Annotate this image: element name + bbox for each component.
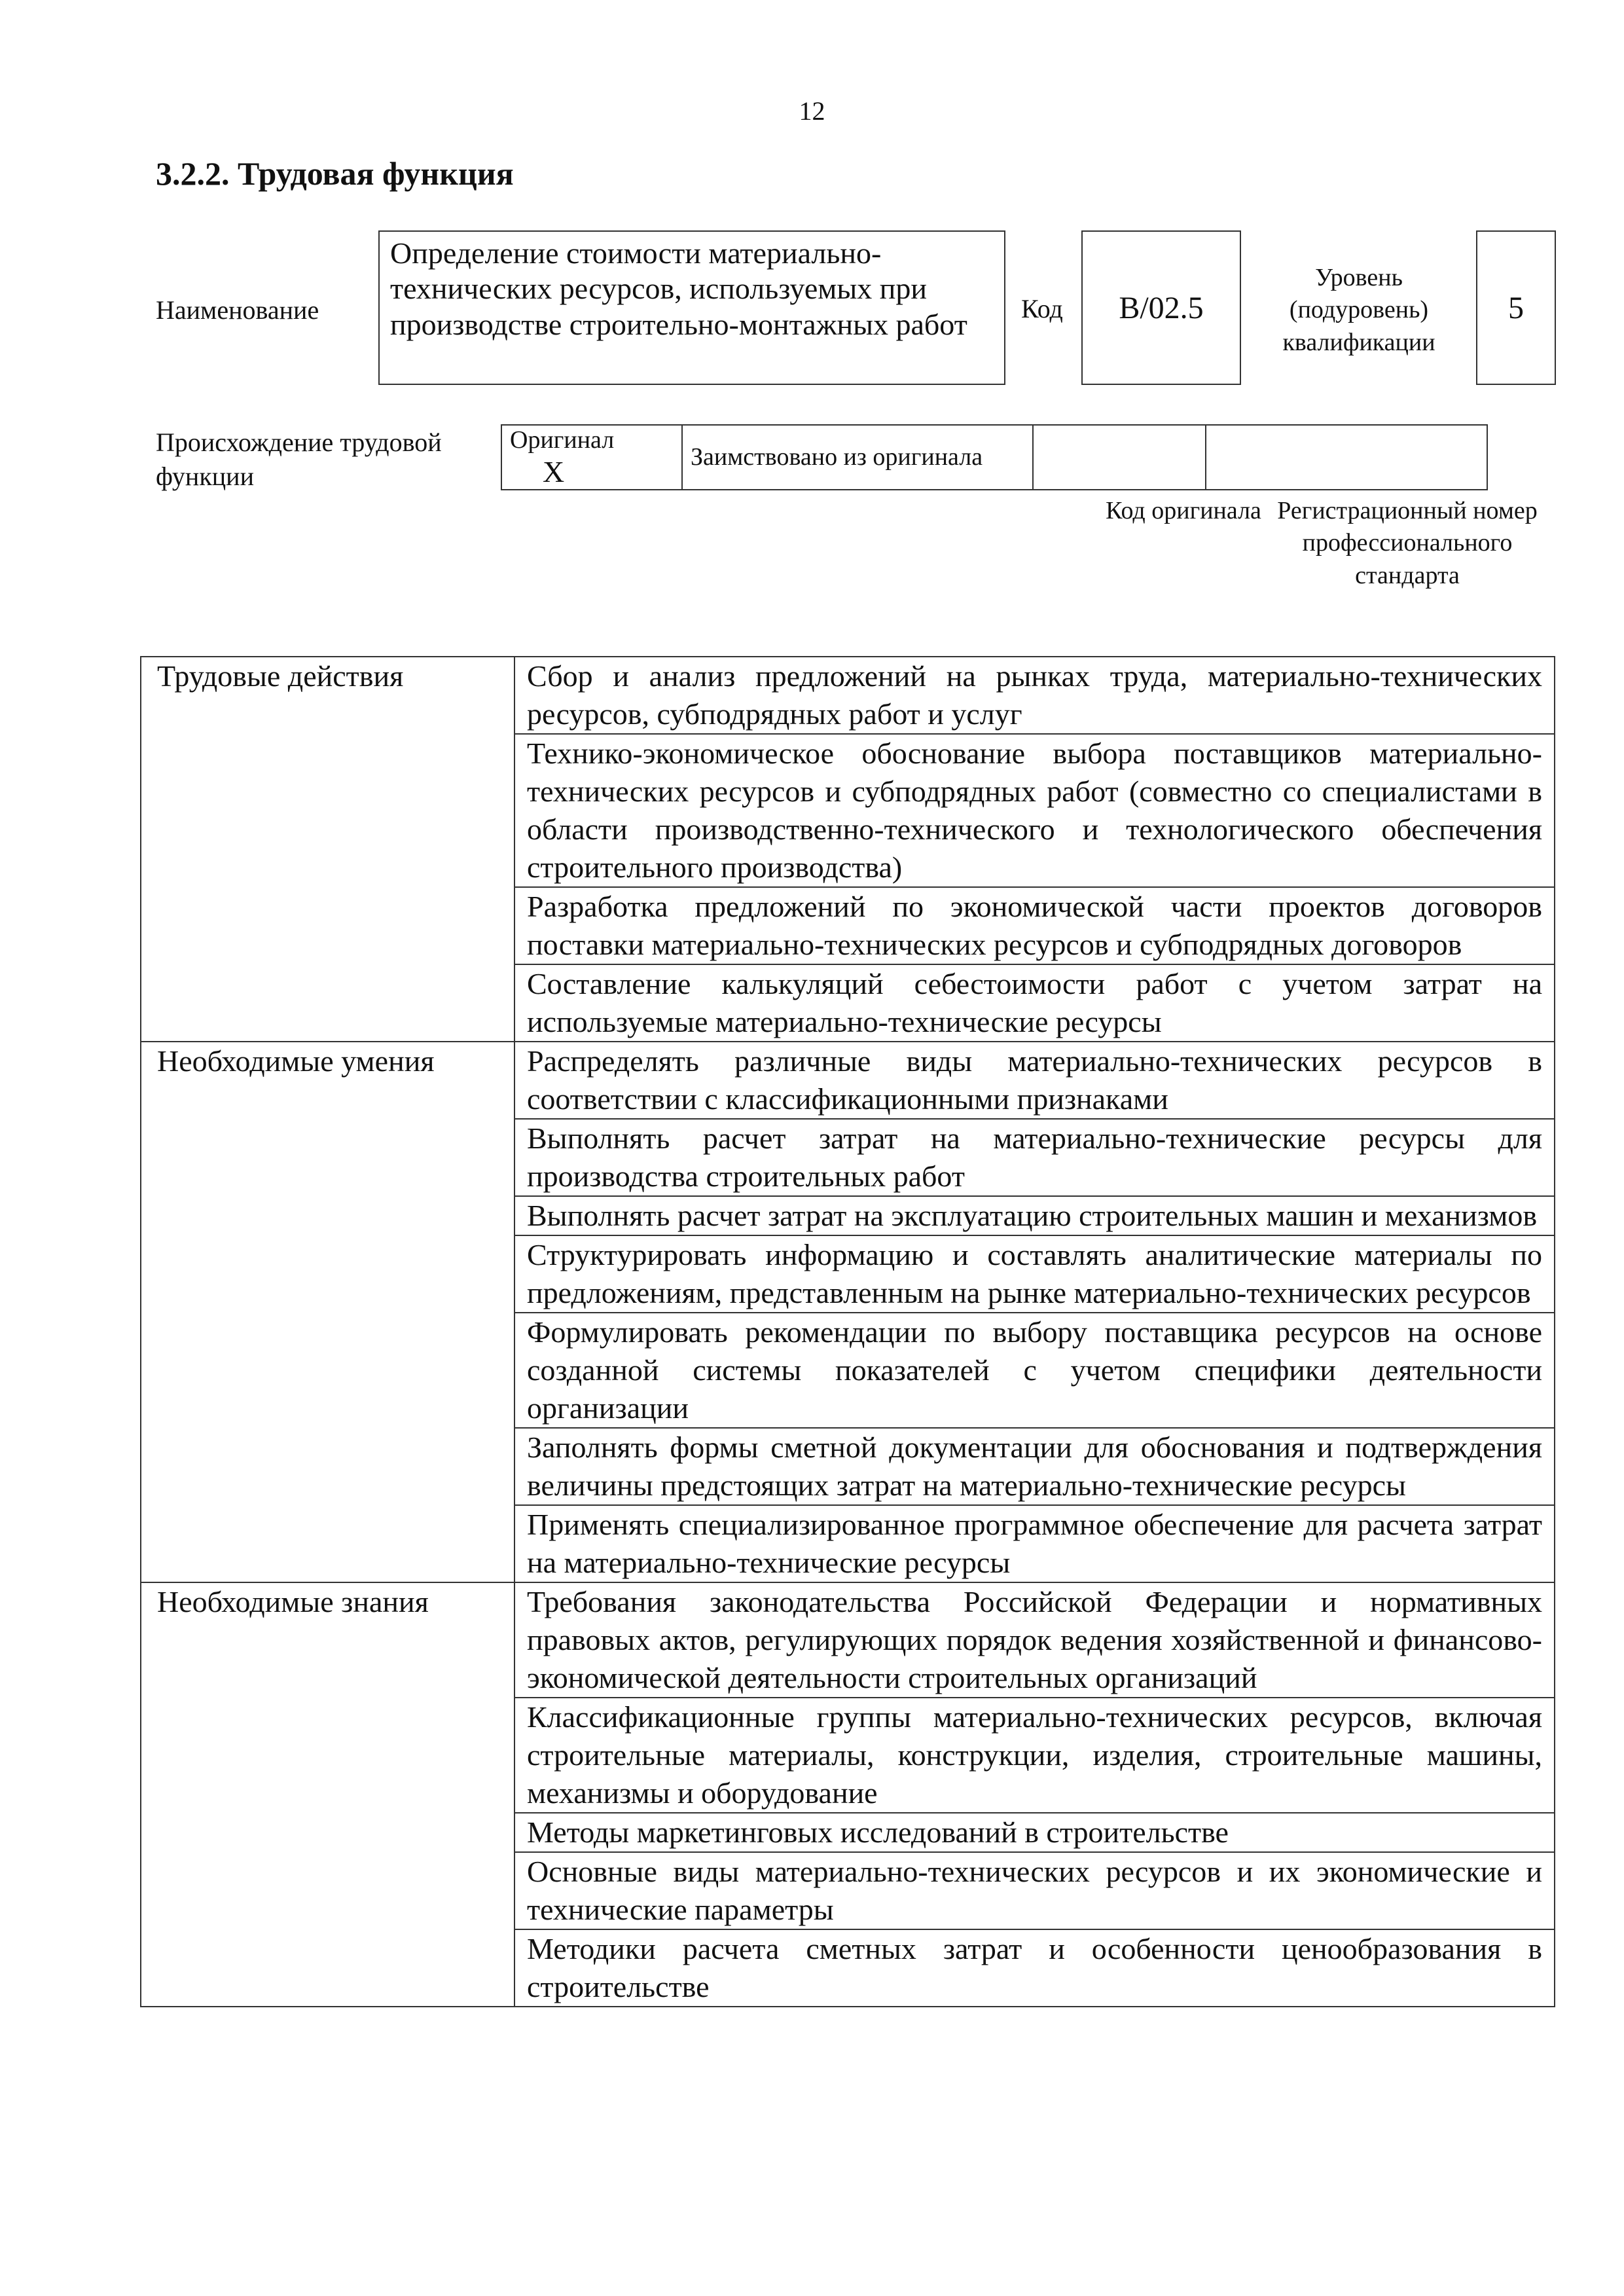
level-label-line-2: (подуровень): [1289, 296, 1429, 324]
origin-original-mark: X: [543, 455, 565, 488]
table-row: [141, 657, 1555, 734]
item-text: Выполнять расчет затрат на материально-технические ресурсы для производства строительных работ: [514, 1119, 1555, 1196]
item-text: Основные виды материально-технических ресурсов и их экономические и технические параметры: [514, 1852, 1555, 1929]
origin-table: [501, 424, 1488, 490]
page-number: 12: [799, 96, 825, 126]
item-text: Технико-экономическое обоснование выбора поставщиков материально-технических ресурсов и субподрядных работ (совместно со специалистами в области производственно-технического и технологического обеспечения строительного производства): [514, 734, 1555, 887]
function-table: [140, 656, 1555, 2007]
level-label-line-1: Уровень: [1315, 264, 1403, 291]
group-label: Трудовые действия: [141, 657, 514, 1042]
table-row: [141, 1042, 1555, 1119]
origin-reg-cell: [1206, 425, 1487, 490]
origin-original-cell: [501, 425, 682, 490]
item-text: Требования законодательства Российской Федерации и нормативных правовых актов, регулирующих порядок ведения хозяйственной и финансово-экономической деятельности строительных организаций: [514, 1582, 1555, 1698]
item-text: Применять специализированное программное обеспечение для расчета затрат на материально-технические ресурсы: [514, 1505, 1555, 1582]
name-value: Определение стоимости материально-технических ресурсов, используемых при производстве строительно-монтажных работ: [378, 230, 1005, 385]
origin-original-label: Оригинал: [510, 426, 615, 454]
code-label: Код: [1021, 294, 1063, 323]
group-label: Необходимые умения: [141, 1042, 514, 1582]
origin-code-cell: [1033, 425, 1206, 490]
origin-label: Происхождение трудовой функции: [156, 428, 442, 491]
name-label: Наименование: [156, 295, 319, 325]
item-text: Структурировать информацию и составлять аналитические материалы по предложениям, представленным на рынке материально-технических ресурсов: [514, 1235, 1555, 1313]
item-text: Методы маркетинговых исследований в строительстве: [514, 1813, 1555, 1852]
item-text: Методики расчета сметных затрат и особенности ценообразования в строительстве: [514, 1929, 1555, 2007]
item-text: Распределять различные виды материально-технических ресурсов в соответствии с классификационными признаками: [514, 1042, 1555, 1119]
level-label-line-3: квалификации: [1282, 328, 1435, 356]
item-text: Выполнять расчет затрат на эксплуатацию строительных машин и механизмов: [514, 1196, 1555, 1235]
item-text: Заполнять формы сметной документации для обоснования и подтверждения величины предстоящих затрат на материально-технические ресурсы: [514, 1428, 1555, 1505]
item-text: Сбор и анализ предложений на рынках труда, материально-технических ресурсов, субподрядных работ и услуг: [514, 657, 1555, 734]
table-row: [141, 1582, 1555, 1698]
origin-reg-caption: Регистрационный номер профессионального стандарта: [1277, 497, 1538, 589]
level-label: [1261, 262, 1457, 359]
origin-code-caption: Код оригинала: [1106, 497, 1261, 524]
origin-borrowed-cell: Заимствовано из оригинала: [682, 425, 1033, 490]
item-text: Классификационные группы материально-технических ресурсов, включая строительные материалы, конструкции, изделия, строительные машины, механизмы и оборудование: [514, 1698, 1555, 1813]
group-label: Необходимые знания: [141, 1582, 514, 2007]
code-value: B/02.5: [1081, 230, 1241, 385]
level-value: 5: [1476, 230, 1556, 385]
item-text: Составление калькуляций себестоимости работ с учетом затрат на используемые материально-технические ресурсы: [514, 964, 1555, 1042]
item-text: Разработка предложений по экономической части проектов договоров поставки материально-технических ресурсов и субподрядных договоров: [514, 887, 1555, 964]
item-text: Формулировать рекомендации по выбору поставщика ресурсов на основе созданной системы показателей с учетом специфики деятельности организации: [514, 1313, 1555, 1428]
section-title: 3.2.2. Трудовая функция: [156, 155, 514, 192]
